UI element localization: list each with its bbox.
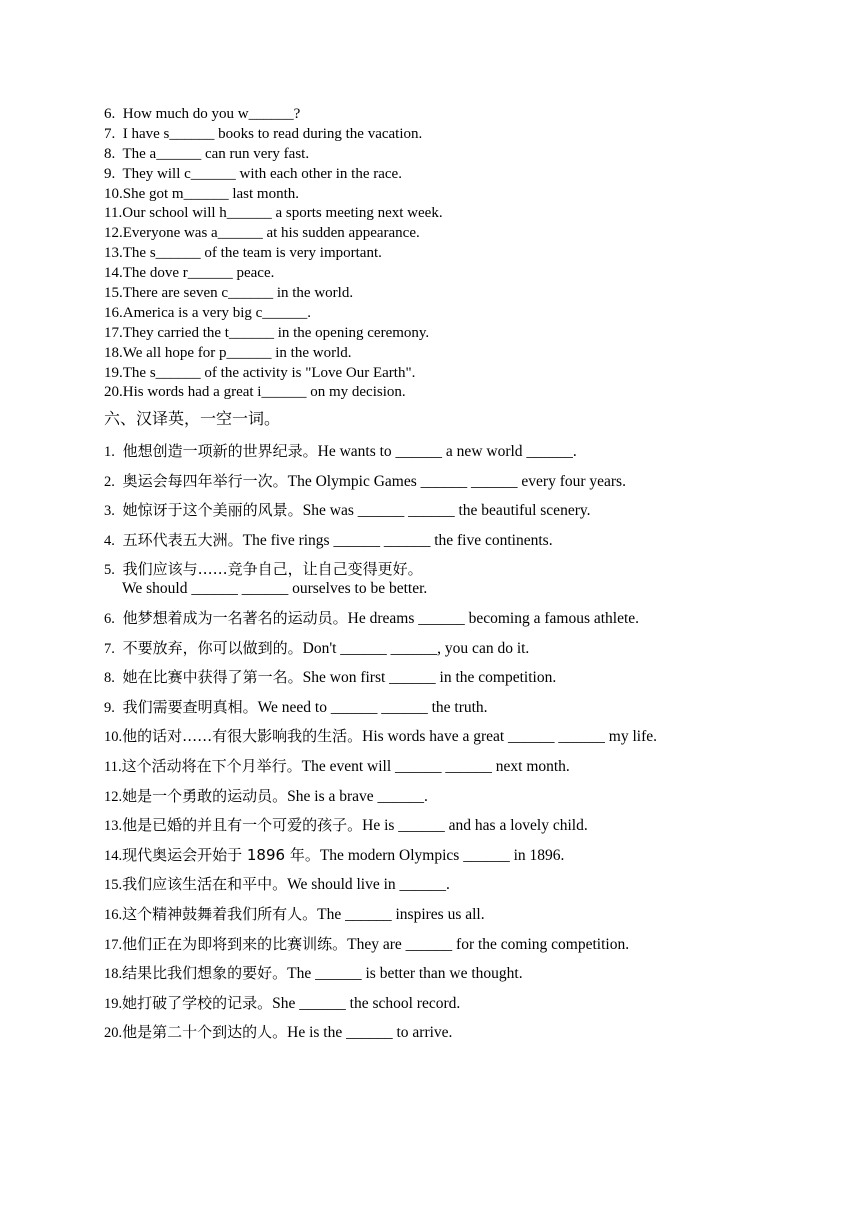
item-number: 2. — [104, 473, 115, 490]
item-number: 9. — [104, 699, 115, 716]
item-text: They will c______ with each other in the race. — [122, 165, 402, 182]
list-item — [104, 841, 824, 871]
item-text: Everyone was a______ at his sudden appearance. — [122, 225, 420, 242]
list-item-continuation: We should ______ ______ ourselves to be better. — [122, 579, 428, 597]
item-number: 13. — [104, 245, 123, 262]
chinese-prompt: 我们应该与……竞争自己，让自己变得更好。 — [122, 560, 423, 579]
item-text: There are seven c______ in the world. — [122, 285, 354, 302]
english-sentence: He is the ______ to arrive. — [287, 1024, 453, 1042]
chinese-prompt: 他们正在为即将到来的比赛训练。 — [122, 934, 348, 953]
english-sentence: She ______ the school record. — [272, 994, 461, 1012]
english-sentence: The ______ is better than we thought. — [287, 965, 523, 983]
english-sentence: He is ______ and has a lovely child. — [362, 817, 588, 835]
list-item — [104, 204, 804, 224]
list-item — [104, 604, 824, 634]
item-number: 17. — [104, 324, 123, 341]
english-sentence: She was ______ ______ the beautiful scenery. — [302, 502, 591, 520]
chinese-prompt: 他的话对……有很大影响我的生活。 — [122, 727, 363, 746]
chinese-prompt: 我们应该生活在和平中。 — [122, 875, 288, 894]
item-number: 10. — [104, 185, 123, 202]
item-number: 6. — [104, 610, 115, 627]
fill-in-initial-letter-list — [104, 105, 804, 403]
item-number: 4. — [104, 532, 115, 549]
item-number: 19. — [104, 995, 123, 1012]
item-text: She got m______ last month. — [122, 185, 299, 202]
english-sentence: The five rings ______ ______ the five continents. — [242, 531, 553, 549]
list-item — [104, 989, 824, 1019]
item-number: 20. — [104, 384, 123, 401]
list-item — [104, 324, 804, 344]
item-number: 8. — [104, 145, 116, 162]
list-item — [104, 437, 824, 467]
list-item — [104, 663, 824, 693]
english-sentence: The modern Olympics ______ in 1896. — [319, 846, 565, 864]
list-item — [104, 1018, 824, 1048]
item-text: The dove r______ peace. — [122, 265, 275, 282]
item-number: 16. — [104, 906, 123, 923]
chinese-prompt: 我们需要查明真相。 — [122, 697, 258, 716]
item-text: They carried the t______ in the opening ceremony. — [122, 324, 430, 341]
list-item — [104, 693, 824, 723]
english-sentence: The ______ inspires us all. — [317, 905, 485, 923]
item-number: 15. — [104, 285, 123, 302]
item-number: 8. — [104, 670, 115, 687]
item-number: 14. — [104, 265, 123, 282]
list-item — [104, 244, 804, 264]
list-item — [104, 959, 824, 989]
chinese-prompt: 他梦想着成为一名著名的运动员。 — [122, 608, 348, 627]
chinese-prompt: 不要放弃，你可以做到的。 — [122, 638, 303, 657]
item-number: 18. — [104, 966, 123, 983]
item-number: 7. — [104, 640, 115, 657]
list-item — [104, 264, 804, 284]
chinese-prompt: 她在比赛中获得了第一名。 — [122, 668, 303, 687]
list-item — [104, 165, 804, 185]
list-item — [104, 496, 824, 526]
english-sentence: He wants to ______ a new world ______. — [317, 443, 577, 460]
item-number: 7. — [104, 125, 116, 142]
item-text: How much do you w______? — [122, 106, 301, 122]
english-sentence: We need to ______ ______ the truth. — [257, 698, 488, 716]
list-item — [104, 185, 804, 205]
list-item — [104, 752, 824, 782]
list-item — [104, 145, 804, 165]
item-number: 5. — [104, 562, 115, 579]
item-number: 12. — [104, 225, 123, 242]
list-item — [104, 105, 804, 125]
item-text: The s______ of the team is very important. — [122, 245, 382, 262]
chinese-prompt: 她惊讶于这个美丽的风景。 — [122, 501, 303, 520]
list-item — [104, 930, 824, 960]
list-item — [104, 467, 824, 497]
list-item — [104, 344, 804, 364]
item-text: The s______ of the activity is "Love Our Earth". — [122, 364, 416, 381]
english-sentence: We should live in ______. — [287, 876, 450, 894]
english-sentence: The Olympic Games ______ ______ every four years. — [287, 472, 626, 490]
chinese-prompt: 结果比我们想象的要好。 — [122, 964, 288, 983]
list-item — [104, 634, 824, 664]
item-number: 16. — [104, 304, 123, 321]
item-number: 3. — [104, 503, 115, 520]
chinese-prompt: 这个活动将在下个月举行。 — [121, 756, 302, 775]
item-number: 6. — [104, 106, 116, 122]
item-number: 19. — [104, 364, 123, 381]
list-item — [104, 811, 824, 841]
item-number: 11. — [104, 758, 122, 775]
item-number: 9. — [104, 165, 116, 182]
english-sentence: His words have a great ______ ______ my life. — [362, 728, 658, 746]
item-number: 11. — [104, 205, 123, 222]
list-item — [104, 722, 824, 752]
english-sentence: They are ______ for the coming competition. — [347, 935, 630, 953]
item-text: Our school will h______ a sports meeting next week. — [122, 205, 443, 222]
list-item — [104, 383, 804, 403]
chinese-prompt: 奥运会每四年举行一次。 — [122, 471, 288, 490]
item-number: 20. — [104, 1025, 123, 1042]
item-number: 14. — [104, 847, 123, 864]
chinese-prompt: 她打破了学校的记录。 — [122, 993, 273, 1012]
item-text: We all hope for p______ in the world. — [122, 344, 352, 361]
list-item — [104, 284, 804, 304]
list-item — [104, 364, 804, 384]
item-number: 15. — [104, 877, 123, 894]
chinese-prompt: 这个精神鼓舞着我们所有人。 — [122, 904, 318, 923]
item-number: 12. — [104, 788, 123, 805]
item-number: 1. — [104, 444, 115, 460]
section-heading: 六、汉译英，一空一词。 — [104, 409, 281, 428]
english-sentence: He dreams ______ becoming a famous athlete. — [347, 609, 640, 627]
translation-list — [104, 437, 824, 1048]
list-item — [104, 125, 804, 145]
list-item — [104, 224, 804, 244]
chinese-prompt: 现代奥运会开始于 1896 年。 — [122, 845, 320, 864]
chinese-prompt: 他是已婚的并且有一个可爱的孩子。 — [122, 816, 363, 835]
list-item — [104, 900, 824, 930]
list-item — [104, 304, 804, 324]
item-text: The a______ can run very fast. — [122, 145, 310, 162]
item-number: 18. — [104, 344, 123, 361]
item-number: 17. — [104, 936, 123, 953]
chinese-prompt: 她是一个勇敢的运动员。 — [122, 786, 288, 805]
list-item — [104, 526, 824, 556]
english-sentence: She is a brave ______. — [287, 787, 428, 805]
item-text: His words had a great i______ on my decision. — [122, 384, 406, 401]
list-item — [104, 870, 824, 900]
english-sentence: Don't ______ ______, you can do it. — [302, 639, 530, 657]
chinese-prompt: 他是第二十个到达的人。 — [122, 1023, 288, 1042]
item-number: 10. — [104, 729, 123, 746]
english-sentence: She won first ______ in the competition. — [302, 669, 557, 687]
list-item — [104, 782, 824, 812]
chinese-prompt: 他想创造一项新的世界纪录。 — [122, 442, 318, 460]
chinese-prompt: 五环代表五大洲。 — [122, 530, 243, 549]
english-sentence: The event will ______ ______ next month. — [301, 757, 570, 775]
item-number: 13. — [104, 818, 123, 835]
item-text: America is a very big c______. — [122, 304, 312, 321]
item-text: I have s______ books to read during the vacation. — [122, 125, 423, 142]
